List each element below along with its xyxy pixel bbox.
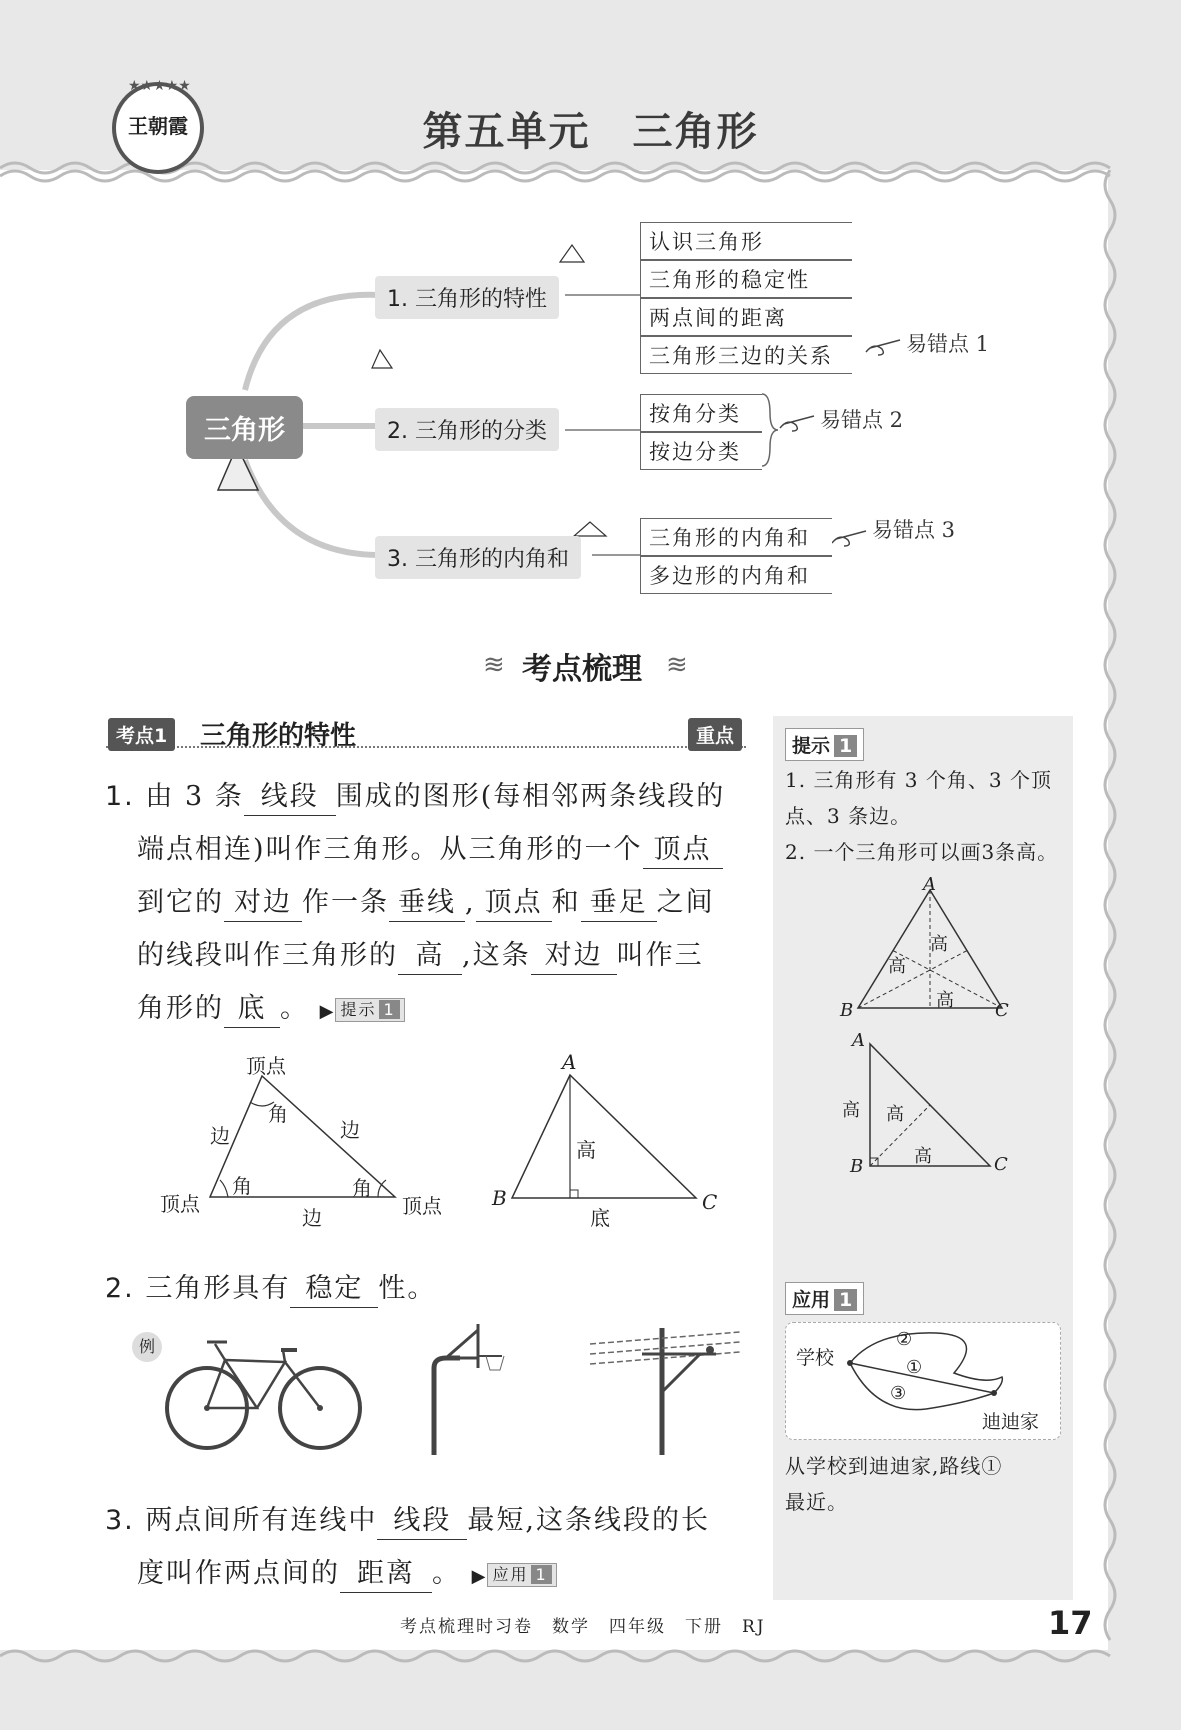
side-fig-b-label-a: A — [852, 1030, 865, 1051]
mindmap-branch-1-items — [640, 222, 852, 374]
fig2-label-a: A — [562, 1050, 577, 1074]
side-tip-text: 1. 三角形有 3 个角、3 个顶 点、3 条边。 2. 一个三角形可以画3条高。 — [785, 768, 1059, 864]
mindmap-item: 多边形的内角和 — [640, 556, 832, 594]
answer-blank: 垂线 — [389, 885, 465, 922]
route-3-label: ③ — [890, 1383, 907, 1404]
mindmap-note-2: 易错点 2 — [820, 408, 904, 432]
utility-pole-icon — [590, 1320, 740, 1460]
side-fig-a-label-b: B — [840, 1000, 854, 1021]
fig1-vertex-right: 顶点 — [402, 1194, 442, 1218]
side-fig-a-label-c: C — [995, 1000, 1009, 1021]
side-tip-tag: 提示 1 — [785, 728, 864, 761]
logo-stars: ★★★★★ — [128, 78, 191, 94]
mindmap-branch-3: 3. 三角形的内角和 — [375, 536, 581, 579]
q1-line-5: 角形的 底 。 ▶ 提示 1 — [105, 982, 755, 1038]
side-app-tag: 应用 1 — [785, 1282, 864, 1315]
fig2-height: 高 — [576, 1138, 596, 1162]
answer-blank: 距离 — [340, 1556, 432, 1593]
page-title: 第五单元 三角形 — [422, 109, 759, 155]
fig1-side-left: 边 — [210, 1124, 230, 1148]
side-fig-a-height-1: 高 — [930, 934, 948, 955]
side-fig-b-label-b: B — [850, 1156, 864, 1177]
mindmap-branch-2-items — [640, 394, 762, 470]
topic-badge: 考点1 — [108, 718, 175, 751]
route-home-label: 迪迪家 — [982, 1411, 1040, 1433]
app-ref[interactable]: 应用 1 — [487, 1563, 556, 1587]
mindmap-branch-1: 1. 三角形的特性 — [375, 276, 559, 319]
answer-blank: 稳定 — [290, 1271, 378, 1308]
answer-blank: 对边 — [531, 938, 617, 975]
side-fig-a-label-a: A — [923, 874, 936, 895]
mindmap-item: 按角分类 — [640, 394, 762, 432]
mindmap-item: 两点间的距离 — [640, 298, 852, 336]
q3-line-1: 3. 两点间所有连线中 线段 最短,这条线段的长 — [105, 1494, 755, 1547]
mindmap-item: 三角形三边的关系 — [640, 336, 852, 374]
side-fig-a-height-3: 高 — [936, 990, 954, 1011]
side-fig-b-height-3: 高 — [914, 1146, 932, 1167]
mindmap-root: 三角形 — [186, 396, 303, 459]
question-3 — [105, 1494, 755, 1603]
route-2-label: ② — [896, 1329, 913, 1350]
fig1-angle-right: 角 — [352, 1176, 372, 1200]
mindmap-note-3: 易错点 3 — [872, 518, 956, 542]
fig2-label-c: C — [702, 1190, 718, 1214]
footer-wave-border — [0, 1642, 1181, 1672]
q1-line-2: 端点相连)叫作三角形。从三角形的一个 顶点 — [105, 823, 755, 876]
q3-line-2: 度叫作两点间的 距离 。 ▶ 应用 1 — [105, 1547, 755, 1603]
answer-blank: 底 — [224, 991, 280, 1028]
q1-line-4: 的线段叫作三角形的 高 ,这条 对边 叫作三 — [105, 929, 755, 982]
answer-blank: 对边 — [224, 885, 302, 922]
page-number: 17 — [1048, 1604, 1093, 1642]
answer-blank: 顶点 — [643, 832, 723, 869]
figure-height-base — [500, 1050, 720, 1210]
basketball-hoop-icon — [420, 1320, 520, 1460]
answer-blank: 线段 — [377, 1503, 467, 1540]
question-2: 2. 三角形具有 稳定 性。 — [105, 1262, 755, 1315]
answer-blank: 线段 — [244, 779, 336, 816]
bicycle-icon — [165, 1330, 365, 1460]
fig1-vertex-top: 顶点 — [246, 1054, 286, 1078]
fig2-label-b: B — [492, 1186, 507, 1210]
side-app-text: 从学校到迪迪家,路线① 最近。 — [785, 1454, 1003, 1514]
mindmap-item: 三角形的内角和 — [640, 518, 832, 556]
mindmap-branch-3-items — [640, 518, 832, 594]
right-wave-border — [1098, 170, 1128, 1650]
route-diagram — [785, 1322, 1061, 1440]
hint-ref[interactable]: 提示 1 — [335, 998, 404, 1022]
heading-wave-right-icon: ≋ — [666, 650, 688, 680]
answer-blank: 垂足 — [581, 885, 657, 922]
fig1-side-right: 边 — [340, 1118, 360, 1142]
question-1 — [105, 770, 755, 1038]
mindmap-note-1: 易错点 1 — [906, 332, 990, 356]
fig1-angle-left: 角 — [232, 1174, 252, 1198]
q1-line-3: 到它的 对边 作一条 垂线 , 顶点 和 垂足 之间 — [105, 876, 755, 929]
topic-key-tag: 重点 — [688, 718, 742, 751]
section-heading: 考点梳理 — [522, 652, 642, 687]
fig1-side-bottom: 边 — [302, 1206, 322, 1230]
mindmap-item: 三角形的稳定性 — [640, 260, 852, 298]
route-school-label: 学校 — [796, 1347, 835, 1369]
side-fig-a-height-2: 高 — [888, 956, 906, 977]
example-badge: 例 — [132, 1332, 162, 1362]
fig1-vertex-left: 顶点 — [160, 1192, 200, 1216]
fig2-base: 底 — [590, 1206, 610, 1230]
mindmap-branch-2: 2. 三角形的分类 — [375, 408, 559, 451]
footer-text: 考点梳理时习卷 数学 四年级 下册 RJ — [400, 1617, 766, 1637]
q1-line-1: 1. 由 3 条 线段 围成的图形(每相邻两条线段的 — [105, 770, 755, 823]
mindmap-item: 按边分类 — [640, 432, 762, 470]
side-fig-b-height-1: 高 — [842, 1100, 860, 1121]
route-1-label: ① — [906, 1357, 923, 1378]
answer-blank: 高 — [398, 938, 462, 975]
side-fig-b-label-c: C — [994, 1154, 1008, 1175]
mindmap-item: 认识三角形 — [640, 222, 852, 260]
heading-wave-left-icon: ≋ — [483, 650, 505, 680]
side-fig-b-height-2: 高 — [886, 1104, 904, 1125]
side-figure-acute-heights — [840, 880, 1010, 1020]
answer-blank: 顶点 — [476, 885, 552, 922]
brand-logo-text: 王朝霞 — [128, 114, 188, 138]
topic-title: 三角形的特性 — [200, 721, 357, 751]
fig1-angle-top: 角 — [268, 1102, 288, 1126]
